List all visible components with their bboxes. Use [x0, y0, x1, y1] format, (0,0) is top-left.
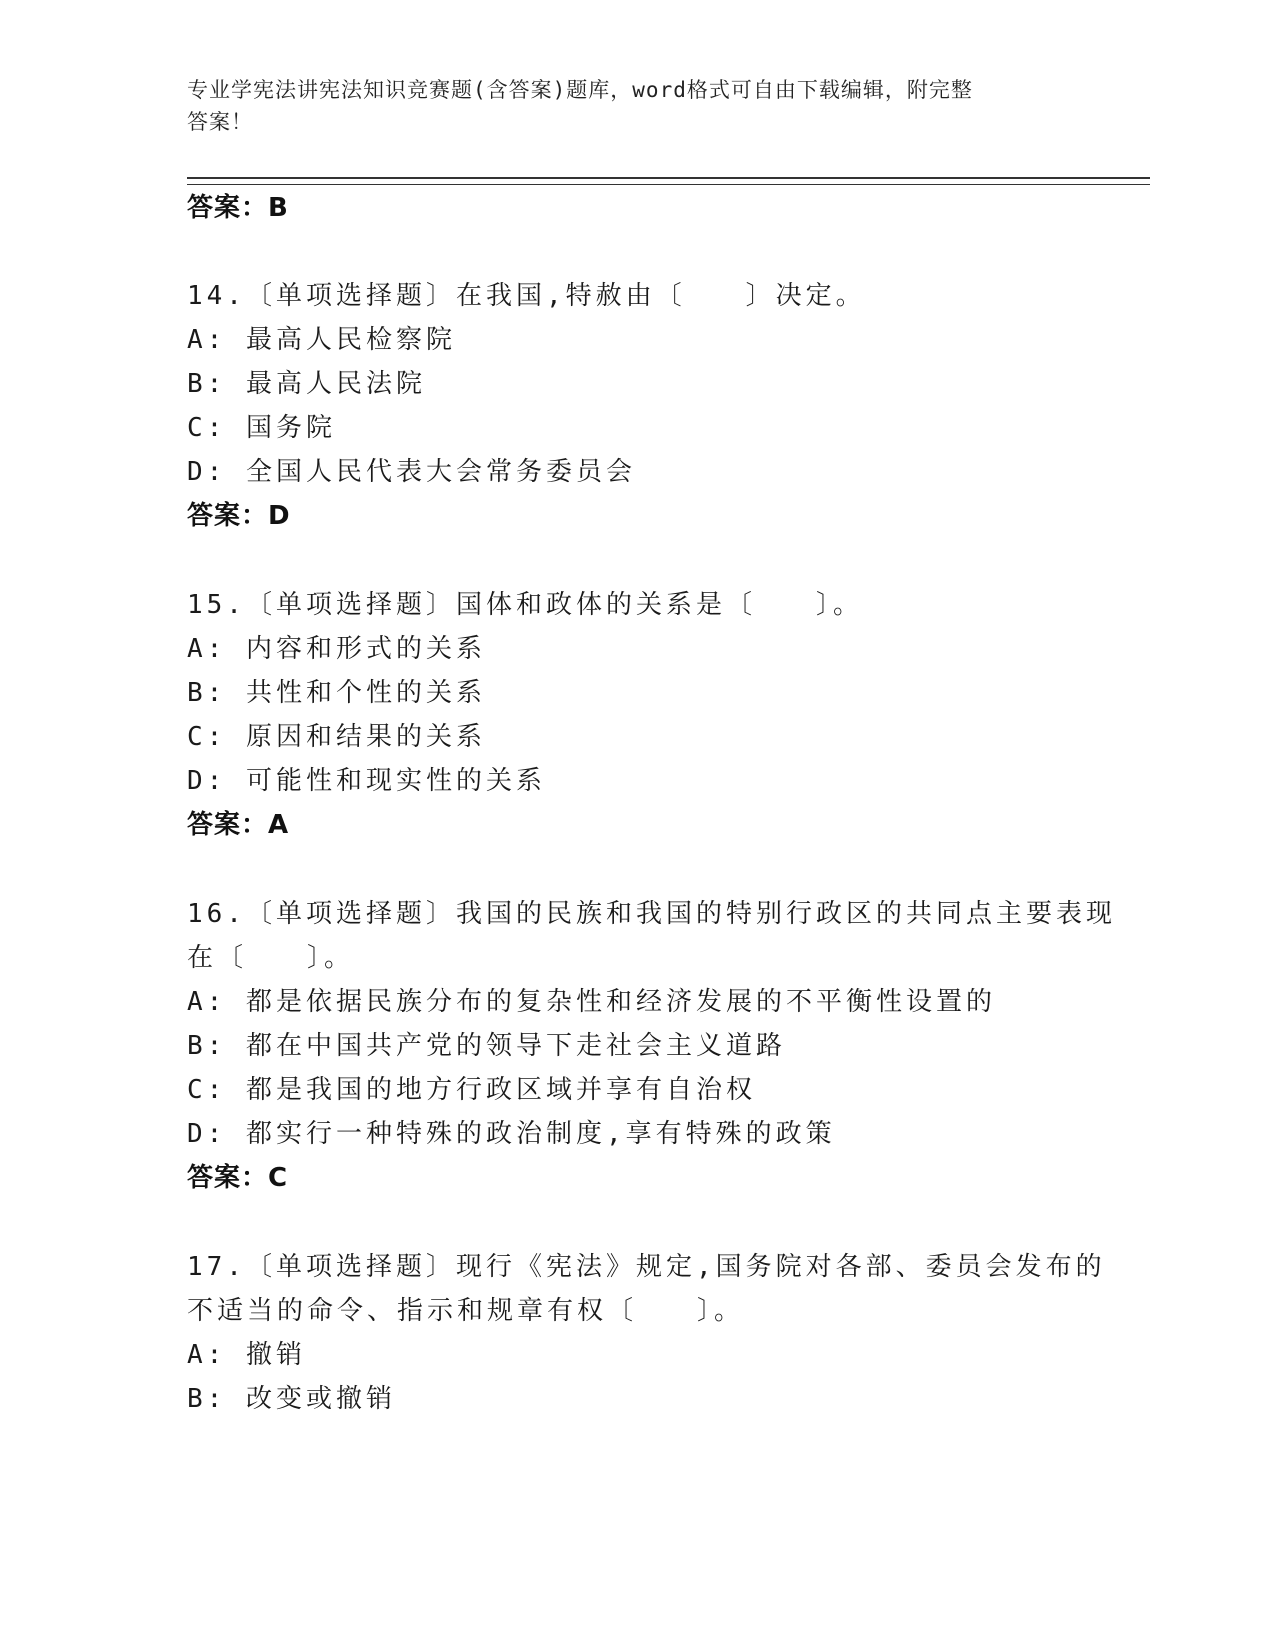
- question-15-option-c: C: 原因和结果的关系: [187, 722, 486, 752]
- question-15-text: 15.〔单项选择题〕国体和政体的关系是〔 〕。: [187, 590, 863, 620]
- question-16-option-c: C: 都是我国的地方行政区域并享有自治权: [187, 1075, 756, 1105]
- answer-14: 答案：D: [187, 501, 291, 531]
- question-16-option-d: D: 都实行一种特殊的政治制度,享有特殊的政策: [187, 1119, 836, 1149]
- question-16-option-b: B: 都在中国共产党的领导下走社会主义道路: [187, 1031, 786, 1061]
- question-16-text-line-2: 在〔 〕。: [187, 943, 355, 973]
- answer-16: 答案：C: [187, 1163, 289, 1193]
- document-header: [187, 74, 1067, 138]
- question-15-option-b: B: 共性和个性的关系: [187, 678, 486, 708]
- header-line-1: 专业学宪法讲宪法知识竞赛题(含答案)题库，word格式可自由下载编辑，附完整: [187, 78, 973, 102]
- answer-13: 答案：B: [187, 193, 289, 223]
- header-divider: [187, 177, 1150, 185]
- question-15-option-a: A: 内容和形式的关系: [187, 634, 486, 664]
- question-14-text: 14.〔单项选择题〕在我国,特赦由〔 〕决定。: [187, 281, 866, 311]
- question-14-option-a: A: 最高人民检察院: [187, 325, 456, 355]
- question-14-option-d: D: 全国人民代表大会常务委员会: [187, 457, 636, 487]
- answer-15: 答案：A: [187, 810, 290, 840]
- question-17-text-line-2: 不适当的命令、指示和规章有权〔 〕。: [187, 1296, 745, 1326]
- question-15-option-d: D: 可能性和现实性的关系: [187, 766, 546, 796]
- question-16-text-line-1: 16.〔单项选择题〕我国的民族和我国的特别行政区的共同点主要表现: [187, 899, 1116, 929]
- header-line-2: 答案！: [187, 110, 253, 134]
- question-17-text-line-1: 17.〔单项选择题〕现行《宪法》规定,国务院对各部、委员会发布的: [187, 1252, 1106, 1282]
- question-14-option-c: C: 国务院: [187, 413, 336, 443]
- question-17-option-a: A: 撤销: [187, 1340, 306, 1370]
- question-16-option-a: A: 都是依据民族分布的复杂性和经济发展的不平衡性设置的: [187, 987, 996, 1017]
- question-17-option-b: B: 改变或撤销: [187, 1384, 396, 1414]
- question-14-option-b: B: 最高人民法院: [187, 369, 426, 399]
